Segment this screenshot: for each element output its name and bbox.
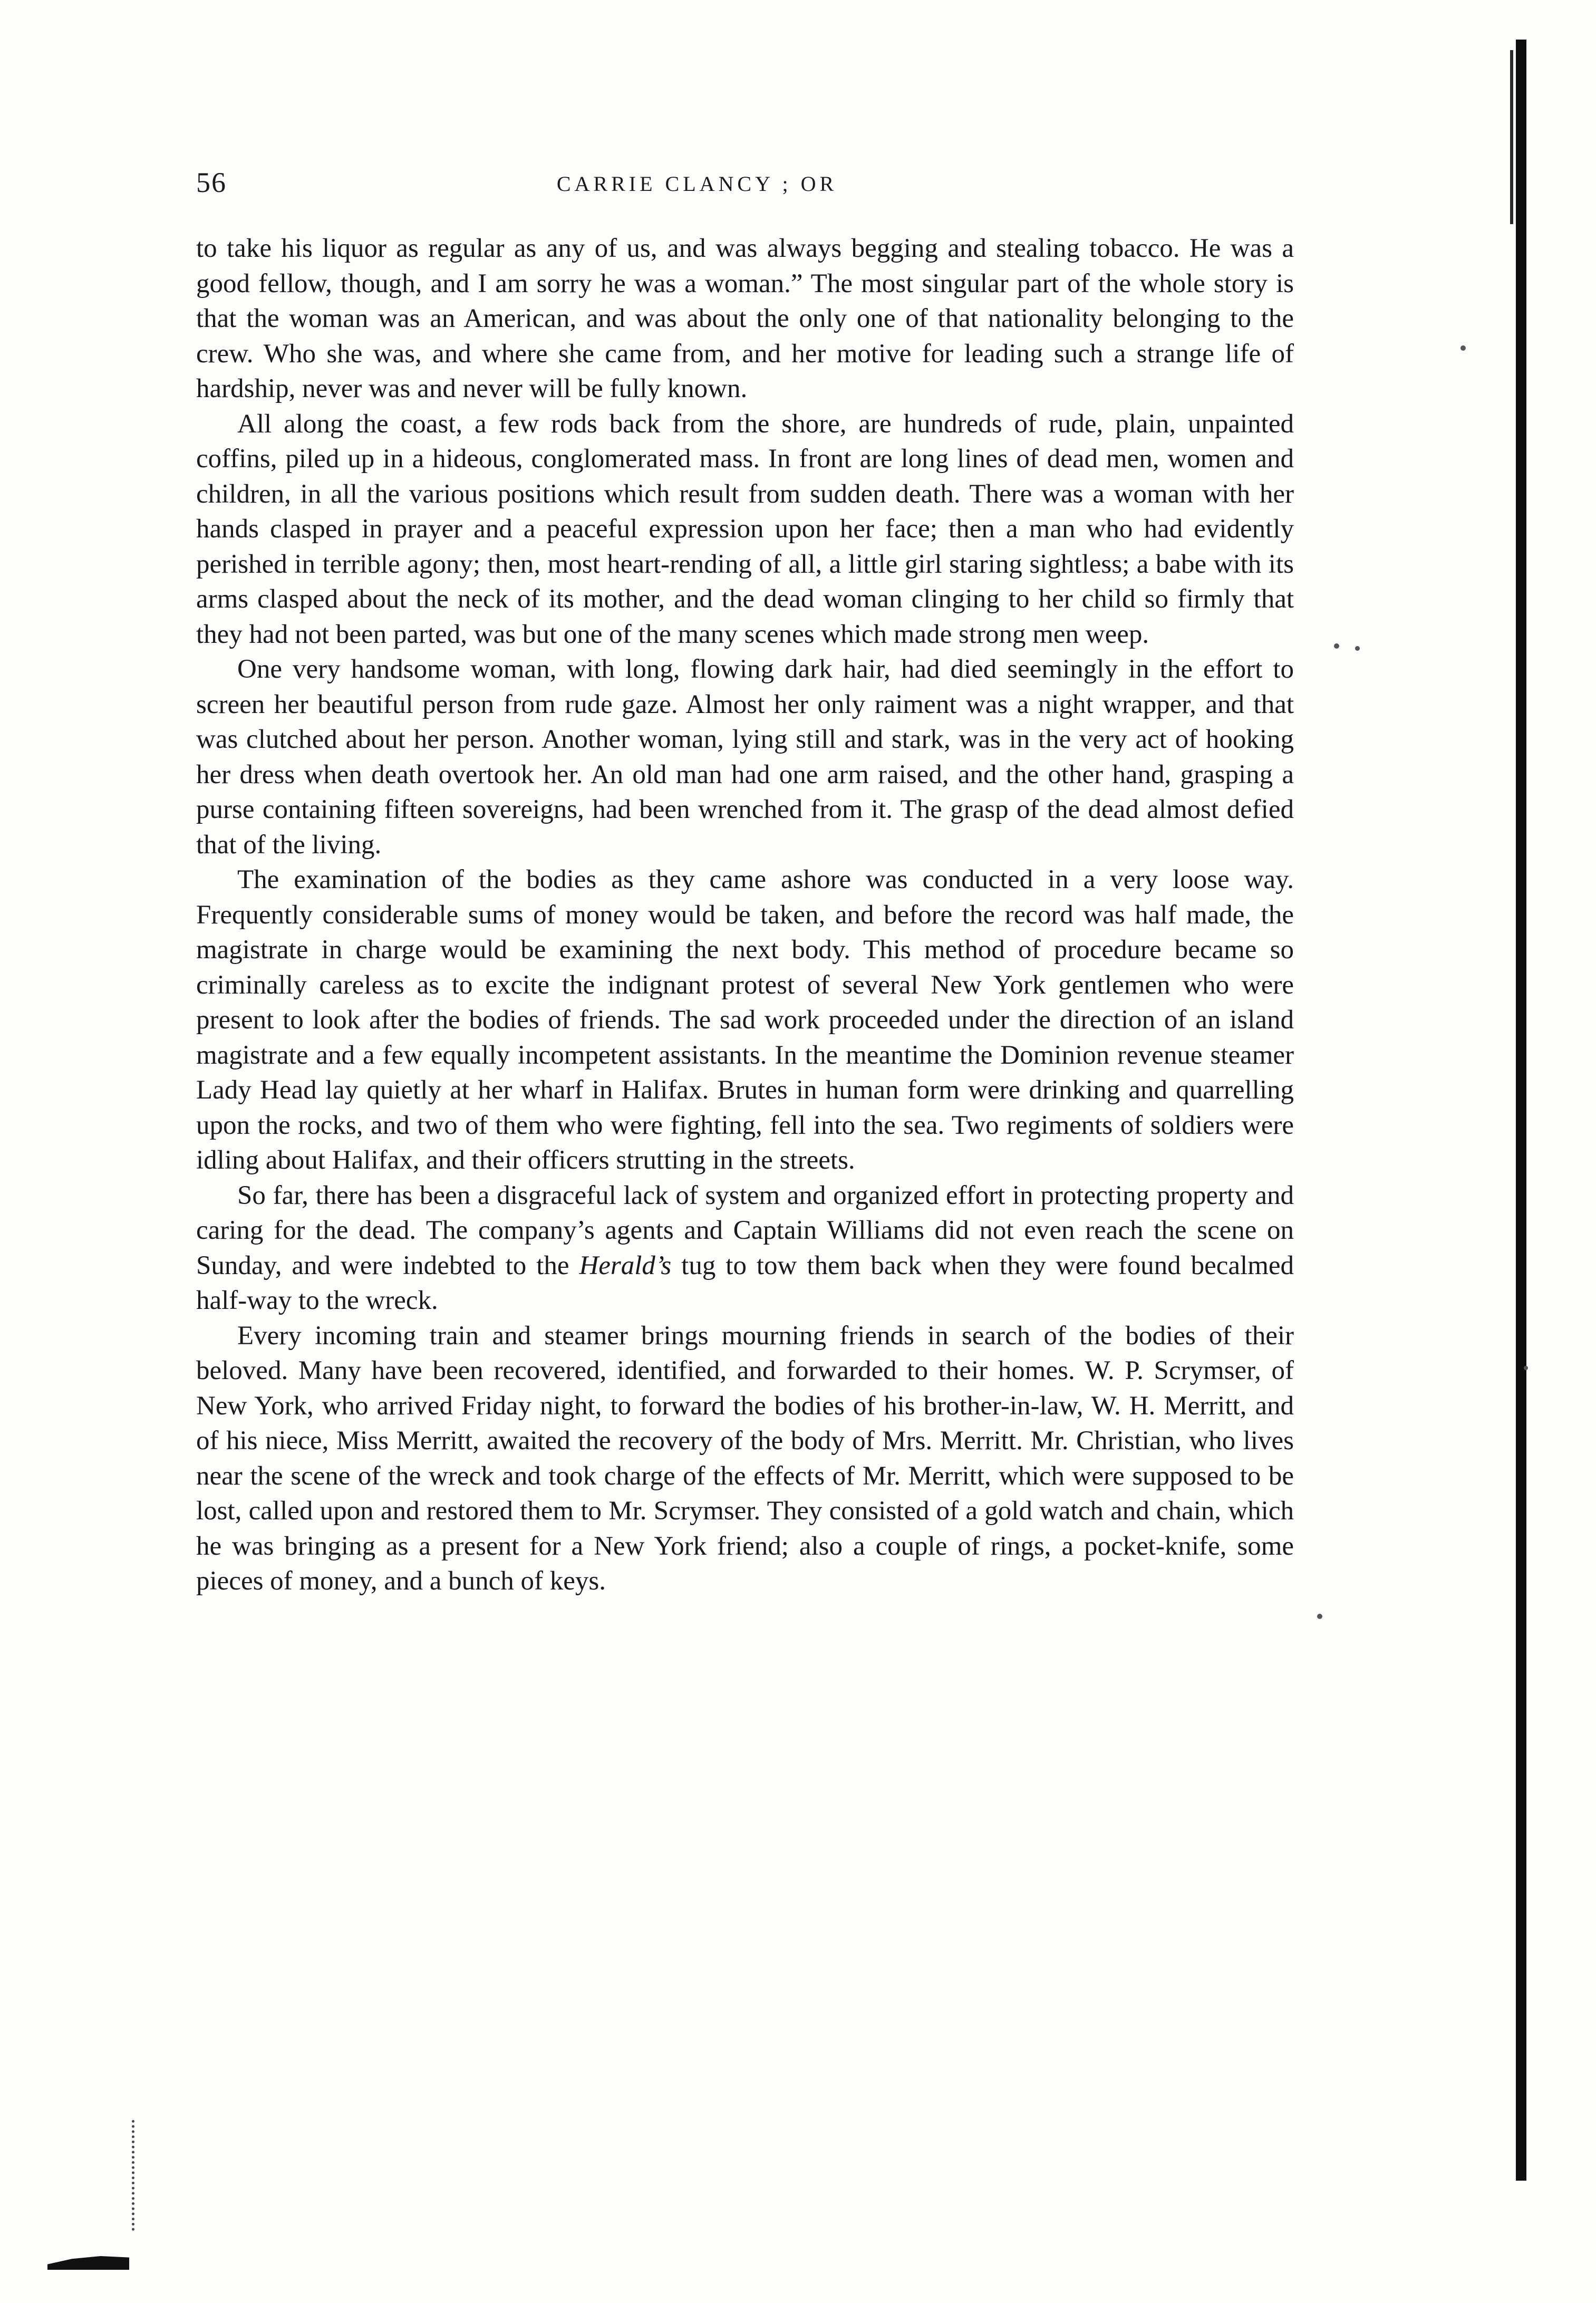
binding-edge-rule xyxy=(1516,40,1526,2181)
margin-speck xyxy=(1334,643,1339,649)
herald-italic: Herald’s xyxy=(579,1250,672,1280)
margin-dots xyxy=(132,2120,139,2231)
margin-speck xyxy=(1355,646,1360,651)
binding-edge-rule-thin xyxy=(1510,50,1513,224)
margin-speck xyxy=(1524,1366,1528,1370)
margin-speck xyxy=(1460,345,1466,351)
margin-speck xyxy=(1317,1614,1322,1619)
paragraph-5 xyxy=(196,1178,1294,1318)
paragraph-5-part-2: tug to tow them back when they were found becalmed half-way to the wreck. xyxy=(196,1250,1294,1315)
corner-mark xyxy=(47,2256,129,2270)
paragraph-3: One very handsome woman, with long, flowing dark hair, had died seemingly in the effort to screen her beautiful person from rude gaze. Almost her only raiment was a night wrapper, and that was clutched about her person. Another woman, lying still and stark, was in the very act of hooking her dress when death overtook her. An old man had one arm raised, and the other hand, grasping a purse containing fifteen sovereigns, had been wrenched from it. The grasp of the dead almost defied that of the living. xyxy=(196,654,1294,860)
paragraph-4: The examination of the bodies as they came ashore was conducted in a very loose way. Frequently considerable sums of money would be taken, and before the record was half made, the magistrate in charge would be examining the next body. This method of procedure became so criminally careless as to excite the indignant protest of several New York gentlemen who were present to look after the bodies of friends. The sad work proceeded under the direction of an island magistrate and a few equally incompetent assistants. In the meantime the Dominion revenue steamer Lady Head lay quietly at her wharf in Halifax. Brutes in human form were drinking and quarrelling upon the rocks, and two of them who were fighting, fell into the sea. Two regiments of soldiers were idling about Halifax, and their officers strutting in the streets. xyxy=(196,865,1294,1175)
paragraph-5-part-1: So far, there has been a disgraceful lack of system and organized effort in protecting property and caring for the dead. The company’s agents and Captain Williams did not even reach the scene on Sunday, and were indebted to the xyxy=(196,1180,1294,1280)
page-header xyxy=(196,166,1293,203)
page-number: 56 xyxy=(196,167,227,198)
paragraph-1: to take his liquor as regular as any of us, and was always begging and stealing tobacco. He was a good fellow, though, and I am sorry he was a woman.” The most singular part of the whole story is that the woman was an American, and was about the only one of that nationality belonging to the crew. Who she was, and where she came from, and her motive for leading such a strange life of hardship, never was and never will be fully known. xyxy=(196,234,1294,403)
paragraph-2: All along the coast, a few rods back from the shore, are hundreds of rude, plain, unpainted coffins, piled up in a hideous, conglomerated mass. In front are long lines of dead men, women and children, in all the various positions which result from sudden death. There was a woman with her hands clasped in prayer and a peaceful expression upon her face; then a man who had evidently perished in terrible agony; then, most heart-rending of all, a little girl staring sightless; a babe with its arms clasped about the neck of its mother, and the dead woman clinging to her child so firmly that they had not been parted, was but one of the many scenes which made strong men weep. xyxy=(196,409,1294,649)
paragraph-6: Every incoming train and steamer brings mourning friends in search of the bodies of their beloved. Many have been recovered, identified, and forwarded to their homes. W. P. Scrymser, of New York, who arrived Friday night, to forward the bodies of his brother-in-law, W. H. Merritt, and of his niece, Miss Merritt, awaited the recovery of the body of Mrs. Merritt. Mr. Christian, who lives near the scene of the wreck and took charge of the effects of Mr. Merritt, which were supposed to be lost, called upon and restored them to Mr. Scrymser. They consisted of a gold watch and chain, which he was bringing as a present for a New York friend; also a couple of rings, a pocket-knife, some pieces of money, and a bunch of keys. xyxy=(196,1321,1294,1596)
body-text xyxy=(196,231,1294,1599)
running-head: CARRIE CLANCY ; OR xyxy=(556,172,838,196)
